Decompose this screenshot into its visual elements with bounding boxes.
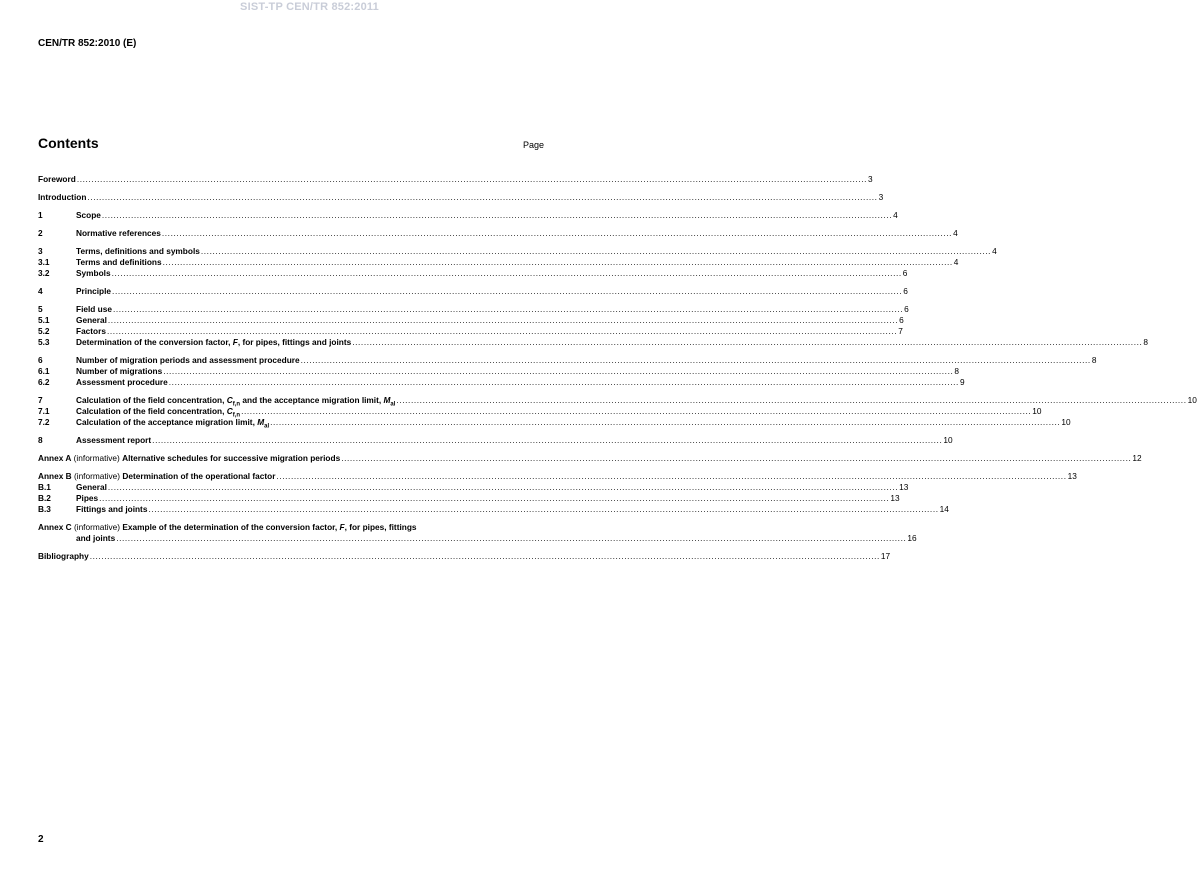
toc-entry-foreword[interactable]: Foreword ..... 3 [38, 174, 546, 185]
page-title: Contents [38, 135, 99, 151]
toc-number: 5.1 [38, 315, 50, 325]
toc-number: 6.2 [38, 377, 50, 387]
toc-page: 13 [1067, 471, 1077, 481]
toc-entry-3-2[interactable]: 3.2 Symbols ..... 6 [38, 268, 546, 279]
toc-entry-5-3[interactable]: 5.3 Determination of the conversion factor, F, for pipes, fittings and joints ..... 8 [38, 337, 546, 348]
toc-number: 7.2 [38, 417, 50, 427]
toc-number: 7.1 [38, 406, 50, 416]
toc-entry-3-1[interactable]: 3.1 Terms and definitions ..... 4 [38, 257, 546, 268]
toc-entry-7-2[interactable]: 7.2 Calculation of the acceptance migration limit, $M_{al}$ ..... 10 [38, 417, 546, 428]
toc-number: B.2 [38, 493, 51, 503]
toc-entry-3[interactable]: 3 Terms, definitions and symbols ..... 4 [38, 246, 546, 257]
toc-page: 4 [953, 228, 958, 238]
toc-number: B.3 [38, 504, 51, 514]
toc-number: 5 [38, 304, 43, 314]
toc-page: 8 [1143, 337, 1149, 347]
toc-page: 6 [904, 304, 909, 314]
toc-page: 10 [1032, 406, 1042, 416]
toc-number: B.1 [38, 482, 51, 492]
toc-page: 14 [939, 504, 949, 514]
toc-page: 4 [992, 246, 997, 256]
toc-page: 10 [943, 435, 953, 445]
toc-entry-b-2[interactable]: B.2 Pipes ..... 13 [38, 493, 546, 504]
toc-entry-7-1[interactable]: 7.1 Calculation of the field concentration, $C_{f,n}$ ..... 10 [38, 406, 546, 417]
toc-number: 1 [38, 210, 43, 220]
toc-number: 6.1 [38, 366, 50, 376]
toc-number: 2 [38, 228, 43, 238]
toc-entry-annex-c[interactable]: Annex C (informative) Example of the determination of the conversion factor, F, for pipes, fittings [38, 522, 417, 532]
toc-entry-annex-b[interactable]: Annex B (informative) Determination of the operational factor ..... 13 [38, 471, 546, 482]
toc-page: 17 [880, 551, 891, 561]
toc-entry-5-1[interactable]: 5.1 General ..... 6 [38, 315, 546, 326]
toc-number: 7 [38, 395, 43, 405]
toc-number: 4 [38, 286, 43, 296]
toc-entry-bibliography[interactable]: Bibliography ..... 17 [38, 551, 546, 562]
toc-number: 3.1 [38, 257, 50, 267]
toc-entry-6-2[interactable]: 6.2 Assessment procedure ..... 9 [38, 377, 546, 388]
toc-number: 5.3 [38, 337, 50, 347]
toc-entry-annex-c-continued[interactable]: and joints ..... 16 [38, 533, 546, 544]
toc-page: 3 [868, 174, 873, 184]
toc-page: 6 [903, 286, 908, 296]
toc-page: 13 [890, 493, 900, 503]
toc-entry-6-1[interactable]: 6.1 Number of migrations ..... 8 [38, 366, 546, 377]
toc-entry-6[interactable]: 6 Number of migration periods and assessment procedure ..... 8 [38, 355, 546, 366]
toc-page: 8 [1091, 355, 1097, 365]
document-id: CEN/TR 852:2010 (E) [38, 38, 137, 49]
toc-entry-2[interactable]: 2 Normative references ..... 4 [38, 228, 546, 239]
watermark: SIST-TP CEN/TR 852:2011 [240, 1, 379, 13]
toc-entry-4[interactable]: 4 Principle ..... 6 [38, 286, 546, 297]
toc-page: 7 [898, 326, 903, 336]
toc-number: 5.2 [38, 326, 50, 336]
toc-page: 3 [878, 192, 884, 202]
page-number: 2 [38, 834, 44, 845]
toc-entry-b-1[interactable]: B.1 General ..... 13 [38, 482, 546, 493]
toc-entry-5[interactable]: 5 Field use ..... 6 [38, 304, 546, 315]
toc-page: 8 [954, 366, 960, 376]
toc-entry-5-2[interactable]: 5.2 Factors ..... 7 [38, 326, 546, 337]
toc-page: 10 [1061, 417, 1071, 427]
toc-page: 13 [899, 482, 909, 492]
toc-number: 3.2 [38, 268, 50, 278]
table-of-contents [38, 174, 1197, 562]
toc-number: 8 [38, 435, 43, 445]
toc-number: 3 [38, 246, 43, 256]
toc-entry-introduction[interactable]: Introduction ..... 3 [38, 192, 546, 203]
toc-page: 4 [893, 210, 898, 220]
toc-number: 6 [38, 355, 43, 365]
toc-page: 4 [953, 257, 959, 267]
toc-page: 9 [959, 377, 965, 387]
toc-page: 6 [899, 315, 904, 325]
page-column-label: Page [522, 140, 544, 150]
toc-entry-8[interactable]: 8 Assessment report ..... 10 [38, 435, 546, 446]
toc-page: 12 [1132, 453, 1142, 463]
toc-entry-7[interactable]: 7 Calculation of the field concentration, $C_{f,n}$ and the acceptance migration limit, $M_{al}$ ..... 10 [38, 395, 546, 406]
toc-entry-b-3[interactable]: B.3 Fittings and joints ..... 14 [38, 504, 546, 515]
toc-page: 6 [902, 268, 908, 278]
toc-entry-1[interactable]: 1 Scope ..... 4 [38, 210, 546, 221]
toc-entry-annex-a[interactable]: Annex A (informative) Alternative schedules for successive migration periods ..... 12 [38, 453, 546, 464]
toc-page: 16 [907, 533, 917, 543]
toc-page: 10 [1187, 395, 1197, 405]
